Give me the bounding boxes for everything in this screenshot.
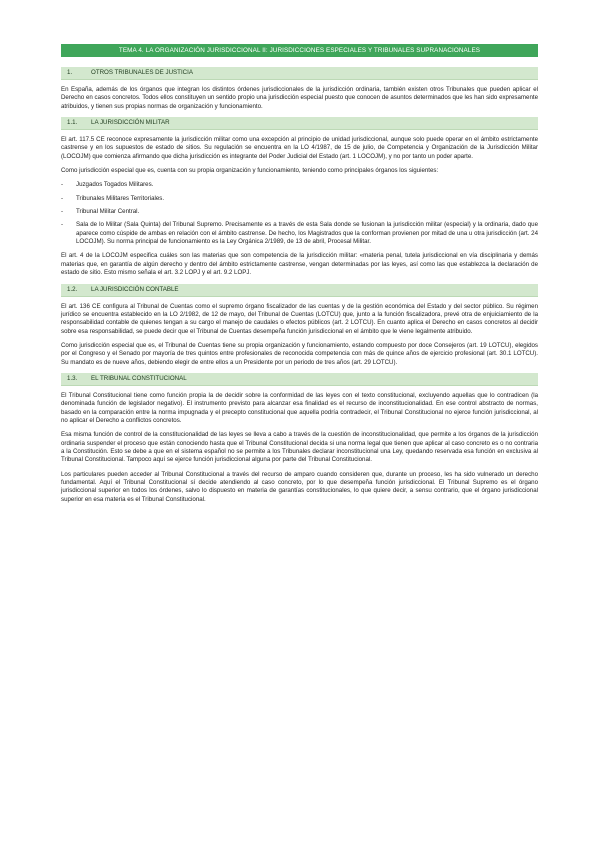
- military-organs-list: [61, 181, 538, 246]
- paragraph: Como jurisdicción especial que es, cuenta con su propia organización y funcionamiento, teniendo como principales órganos los siguientes:: [61, 167, 439, 175]
- list-item-text: Tribunal Militar Central.: [76, 208, 140, 216]
- chapter-title-bar: [61, 44, 538, 57]
- paragraph: En España, además de los órganos que integran los distintos órdenes jurisdiccionales de la jurisdicción ordinaria, también existen otros Tribunales que pueden aplicar el Derecho en casos concretos. Todos ellos constituyen un sentido propio una jurisdicción especial puesto que conocen de asuntos determinados que les han sido expresamente atribuidos, y tienen sus propias normas de organización y funcionamiento.: [61, 86, 538, 110]
- document-content: [61, 44, 538, 510]
- section-number: 1.2.: [67, 285, 78, 293]
- section-title: EL TRIBUNAL CONSTITUCIONAL: [91, 374, 187, 382]
- section-title: LA JURISDICCIÓN CONTABLE: [91, 285, 179, 293]
- section-heading-jurisdiccion-contable: [61, 284, 538, 297]
- list-item: [61, 181, 538, 189]
- paragraph: El art. 136 CE configura al Tribunal de Cuentas como el supremo órgano fiscalizador de las cuentas y de la gestión económica del Estado y del sector público. Su régimen jurídico se encuentra establecido en la LO 2/1982, de 12 de mayo, del Tribunal de Cuentas (LOTCU) que, junto a la función fiscalizadora, prevé otra de enjuiciamiento de la responsabilidad contable de quienes tengan a su cargo el manejo de caudales o efectos públicos (art. 2 LOTCU). En cuanto aplica el Derecho en casos concretos al decidir sobre esa responsabilidad, se puede decir que el Tribunal de Cuentas desempeña función jurisdiccional en el ámbito que le viene legalmente atribuido.: [61, 302, 538, 335]
- paragraph: El Tribunal Constitucional tiene como función propia la de decidir sobre la conformidad de las leyes con el texto constitucional, excluyendo aquellas que lo contradicen (la denominada función de legislador negativo). El instrumento previsto para alcanzar esa finalidad es el recurso de inconstitucionalidad. En ese control abstracto de normas, basado en la comparación entre la norma impugnada y el precepto constitucional que aquella podría contradecir, el Tribunal Constitucional no ejerce función jurisdiccional, al no aplicar el Derecho a conflictos concretos.: [61, 391, 538, 424]
- paragraph: Como jurisdicción especial que es, el Tribunal de Cuentas tiene su propia organización y funcionamiento, estando compuesto por doce Consejeros (art. 19 LOTCU), elegidos por el Congreso y el Senado por mayoría de tres quintos entre profesionales de reconocida competencia con más de quince años de ejercicio profesional (art. 30.1 LOTCU). Su mandato es de nueve años, debiendo elegir de entre ellos a un Presidente por un periodo de tres años (art. 29 LOTCU).: [61, 341, 538, 366]
- paragraph: El art. 117.5 CE reconoce expresamente la jurisdicción militar como una excepción al principio de unidad jurisdiccional, aunque solo puede operar en el ámbito estrictamente castrense y en los supuestos de estado de sitios. Su regulación se encuentra en la LO 4/1987, de 15 de julio, de Competencia y Organización de la Jurisdicción Militar (LOCOJM) que comienza afirmando que dicha jurisdicción es integrante del Poder Judicial del Estado (art. 1 LOCOJM), y no por tanto un poder aparte.: [61, 136, 538, 160]
- list-item-text: Juzgados Togados Militares.: [76, 181, 154, 189]
- section-heading-otros-tribunales: [61, 67, 538, 80]
- section-heading-tribunal-constitucional: [61, 373, 538, 386]
- list-item: [61, 208, 538, 216]
- section-number: 1.: [67, 69, 73, 76]
- list-item: [61, 195, 538, 203]
- dash-bullet-icon: -: [61, 208, 64, 216]
- section-number: 1.1.: [67, 119, 78, 127]
- paragraph: Esa misma función de control de la constitucionalidad de las leyes se lleva a cabo a través de la cuestión de inconstitucionalidad, que permite a los órganos de la jurisdicción ordinaria suspender el proceso que están conociendo hasta que el Tribunal Constitucional decida si una norma legal que tienen que aplicar al caso concreto es o no contraria a la Constitución. Esto se debe a que en el sistema español no se permite a los Tribunales declarar inconstitucional una Ley, quedando reservada esa función en exclusiva al Tribunal Constitucional. Tampoco aquí se ejerce función jurisdiccional alguna por parte del Tribunal Constitucional.: [61, 431, 538, 464]
- list-item: [61, 221, 538, 246]
- section-title: OTROS TRIBUNALES DE JUSTICIA: [91, 69, 193, 76]
- list-item-text: Sala de lo Militar (Sala Quinta) del Tribunal Supremo. Precisamente es a través de esta Sala donde se fusionan la jurisdicción militar (especial) y la ordinaria, dado que aparece como cúspide de ambas en relación con el ámbito castrense. De hecho, los Magistrados que la conforman provienen por mitad de una u otra jurisdicción (art. 24 LOCOJM). Su norma principal de funcionamiento es la Ley Orgánica 2/1989, de 13 de abril, Procesal Militar.: [76, 221, 538, 246]
- section-heading-jurisdiccion-militar: [61, 117, 538, 130]
- dash-bullet-icon: -: [61, 181, 64, 189]
- dash-bullet-icon: -: [61, 221, 64, 229]
- section-number: 1.3.: [67, 374, 78, 382]
- list-item-text: Tribunales Militares Territoriales.: [76, 194, 165, 202]
- section-title: LA JURISDICCIÓN MILITAR: [91, 119, 170, 127]
- chapter-title: TEMA 4. LA ORGANIZACIÓN JURISDICCIONAL II: JURISDICCIONES ESPECIALES Y TRIBUNALES SUPRANACIONALES: [118, 47, 481, 54]
- dash-bullet-icon: -: [61, 194, 64, 202]
- paragraph: El art. 4 de la LOCOJM especifica cuáles son las materias que son competencia de la jurisdicción militar: «materia penal, tutela jurisdiccional en vía disciplinaria y demás materias que, en garantía de algún derecho y dentro del ámbito estrictamente castrense, vengan determinadas por las leyes, así como las que establezca la declaración de estado de sitio. Esto mismo señala el art. 3.2 LOPJ y el art. 9.2 LOPJ.: [61, 252, 538, 277]
- paragraph: Los particulares pueden acceder al Tribunal Constitucional a través del recurso de amparo cuando consideren que, durante un proceso, les ha sido vulnerado un derecho fundamental. Aquí el Tribunal Constitucional sí decide atendiendo al caso concreto, por lo que desempeña función jurisdiccional. El Tribunal Supremo es el órgano jurisdiccional superior en todos los órdenes, salvo lo dispuesto en materia de garantías constitucionales, lo que quiere decir, a sensu contrario, que el órgano jurisdiccional superior en esa materia es el Tribunal Constitucional.: [61, 470, 538, 503]
